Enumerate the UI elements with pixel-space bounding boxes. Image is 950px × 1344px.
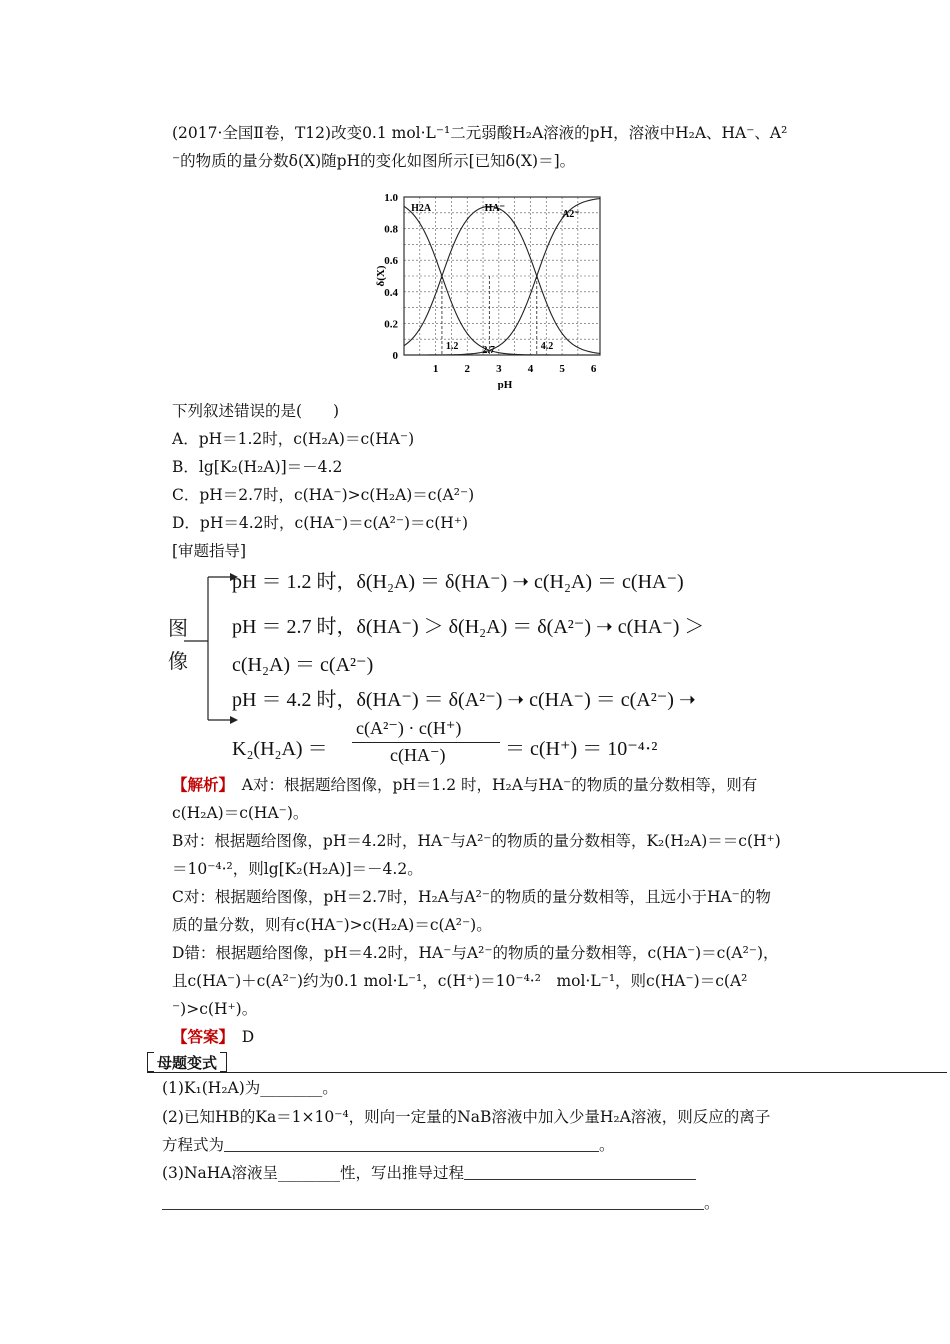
answer-blank-q3a[interactable] [464, 1165, 696, 1180]
analysis-d-line-1: D错：根据题给图像，pH＝4.2时，HA⁻与A²⁻的物质的量分数相等，c(HA⁻)＝c(A²⁻)， [172, 944, 779, 962]
variant-q2-text: 方程式为 [162, 1136, 225, 1154]
x-tick-label: 6 [590, 363, 597, 375]
guide-line-1: pH ＝ 1.2 时，δ(H₂A) ＝ δ(HA⁻) ➝ c(H₂A) ＝ c(HA⁻) [232, 571, 684, 593]
x-tick-label: 4 [527, 363, 534, 375]
question-stem: 下列叙述错误的是( ) [172, 402, 340, 420]
x-tick-label: 1 [432, 363, 439, 375]
chart-curves [404, 199, 600, 355]
y-tick-label: 1.0 [384, 192, 398, 204]
intro-line-1: (2017·全国Ⅱ卷，T12)改变0.1 mol·L⁻¹二元弱酸H₂A溶液的pH，溶液中H₂A、HA⁻、A² [172, 124, 788, 142]
variant-tag [147, 1052, 227, 1073]
y-tick-label: 0 [392, 350, 398, 362]
analysis-d-line-2: 且c(HA⁻)＋c(A²⁻)约为0.1 mol·L⁻¹，c(H⁺)＝10⁻⁴·² mol·L⁻¹，则c(HA⁻)＝c(A² [172, 972, 748, 990]
analysis-label: 【解析】 [172, 775, 227, 794]
guide-line-5-left: K₂(H₂A) ＝ [232, 738, 328, 760]
tag-bracket-right [220, 1052, 227, 1072]
guide-brackets [180, 565, 240, 735]
x-tick-label: 2 [464, 363, 470, 375]
x-axis-label: pH [497, 379, 513, 390]
guide-side-label-1: 图 [168, 618, 188, 640]
guide-line-5-right: ＝ c(H⁺) ＝ 10⁻⁴·² [505, 738, 658, 760]
guide-line-3: c(H₂A) ＝ c(A²⁻) [232, 654, 374, 676]
annotation-label: 4.2 [540, 341, 554, 352]
annotation-label: 1.2 [445, 341, 459, 352]
variant-q3-end: 。 [704, 1194, 720, 1212]
guide-title: [审题指导] [172, 542, 247, 560]
analysis-a-text: A对：根据题给图像，pH＝1.2 时，H₂A与HA⁻的物质的量分数相等，则有 [226, 776, 758, 794]
analysis-a-line-2: c(H₂A)＝c(HA⁻)。 [172, 804, 309, 822]
chart-grid [404, 197, 600, 355]
analysis-c-line-1: C对：根据题给图像，pH＝2.7时，H₂A与A²⁻的物质的量分数相等，且远小于HA⁻的物 [172, 888, 771, 906]
y-axis-label: δ(X) [375, 265, 387, 287]
variant-q3-text: (3)NaHA溶液呈________性，写出推导过程 [162, 1164, 464, 1182]
variant-q2-end: 。 [599, 1136, 615, 1154]
y-tick-label: 0.8 [384, 223, 398, 236]
variant-q2-line-1: (2)已知HB的Ka＝1×10⁻⁴，则向一定量的NaB溶液中加入少量H₂A溶液，则反应的离子 [162, 1108, 771, 1126]
variant-q1: (1)K₁(H₂A)为________。 [162, 1079, 338, 1097]
variant-q2-line-2 [162, 1135, 615, 1155]
variant-q3-line-1 [162, 1163, 696, 1183]
speciation-chart [372, 180, 612, 390]
option-b: B．lg[K₂(H₂A)]＝－4.2 [172, 458, 343, 476]
guide-side-label-2: 像 [168, 651, 188, 673]
guide-fraction-bar [352, 742, 500, 743]
series-label: A2⁻ [562, 209, 580, 221]
y-tick-label: 0.2 [384, 318, 398, 331]
variant-tag-label: 母题变式 [157, 1054, 218, 1072]
analysis-d-line-3: ⁻)>c(H⁺)。 [172, 1000, 258, 1018]
tag-underline [147, 1072, 947, 1073]
guide-fraction-denominator: c(HA⁻) [390, 745, 446, 765]
annotation-label: 2.7 [482, 345, 495, 356]
analysis-b-line-2: ＝10⁻⁴·²，则lg[K₂(H₂A)]＝－4.2。 [172, 860, 423, 878]
chart-annotations [442, 276, 553, 356]
guide-line-2: pH ＝ 2.7 时，δ(HA⁻) ＞ δ(H₂A) ＝ δ(A²⁻) ➝ c(HA⁻) ＞ [232, 616, 705, 638]
variant-q3-line-2 [162, 1193, 720, 1213]
guide-fraction-numerator: c(A²⁻) · c(H⁺) [356, 718, 462, 738]
analysis-b-line-1: B对：根据题给图像，pH＝4.2时，HA⁻与A²⁻的物质的量分数相等，K₂(H₂A)＝＝c(H⁺) [172, 832, 781, 850]
option-d: D．pH＝4.2时，c(HA⁻)＝c(A²⁻)＝c(H⁺) [172, 514, 469, 532]
series-label: HA⁻ [484, 202, 505, 214]
x-tick-label: 5 [559, 363, 565, 375]
series-label: H2A [411, 202, 432, 214]
intro-line-2: ⁻的物质的量分数δ(X)随pH的变化如图所示[已知δ(X)＝]。 [172, 152, 576, 170]
answer-line [172, 1027, 254, 1047]
option-a: A．pH＝1.2时，c(H₂A)＝c(HA⁻) [172, 430, 415, 448]
x-tick-label: 3 [496, 363, 502, 375]
y-tick-label: 0.6 [384, 255, 398, 268]
y-tick-label: 0.4 [384, 286, 398, 299]
answer-value: D [226, 1028, 255, 1046]
option-c: C．pH＝2.7时，c(HA⁻)>c(H₂A)＝c(A²⁻) [172, 486, 475, 504]
answer-blank-q3b[interactable] [162, 1195, 704, 1210]
curve-a2 [404, 199, 600, 355]
answer-label: 【答案】 [172, 1027, 227, 1046]
answer-blank-q2[interactable] [224, 1137, 599, 1152]
analysis-c-line-2: 质的量分数，则有c(HA⁻)>c(H₂A)＝c(A²⁻)。 [172, 916, 492, 934]
analysis-a-line-1 [172, 775, 757, 795]
guide-line-4: pH ＝ 4.2 时，δ(HA⁻) ＝ δ(A²⁻) ➝ c(HA⁻) ＝ c(A²⁻) ➝ [232, 689, 696, 711]
